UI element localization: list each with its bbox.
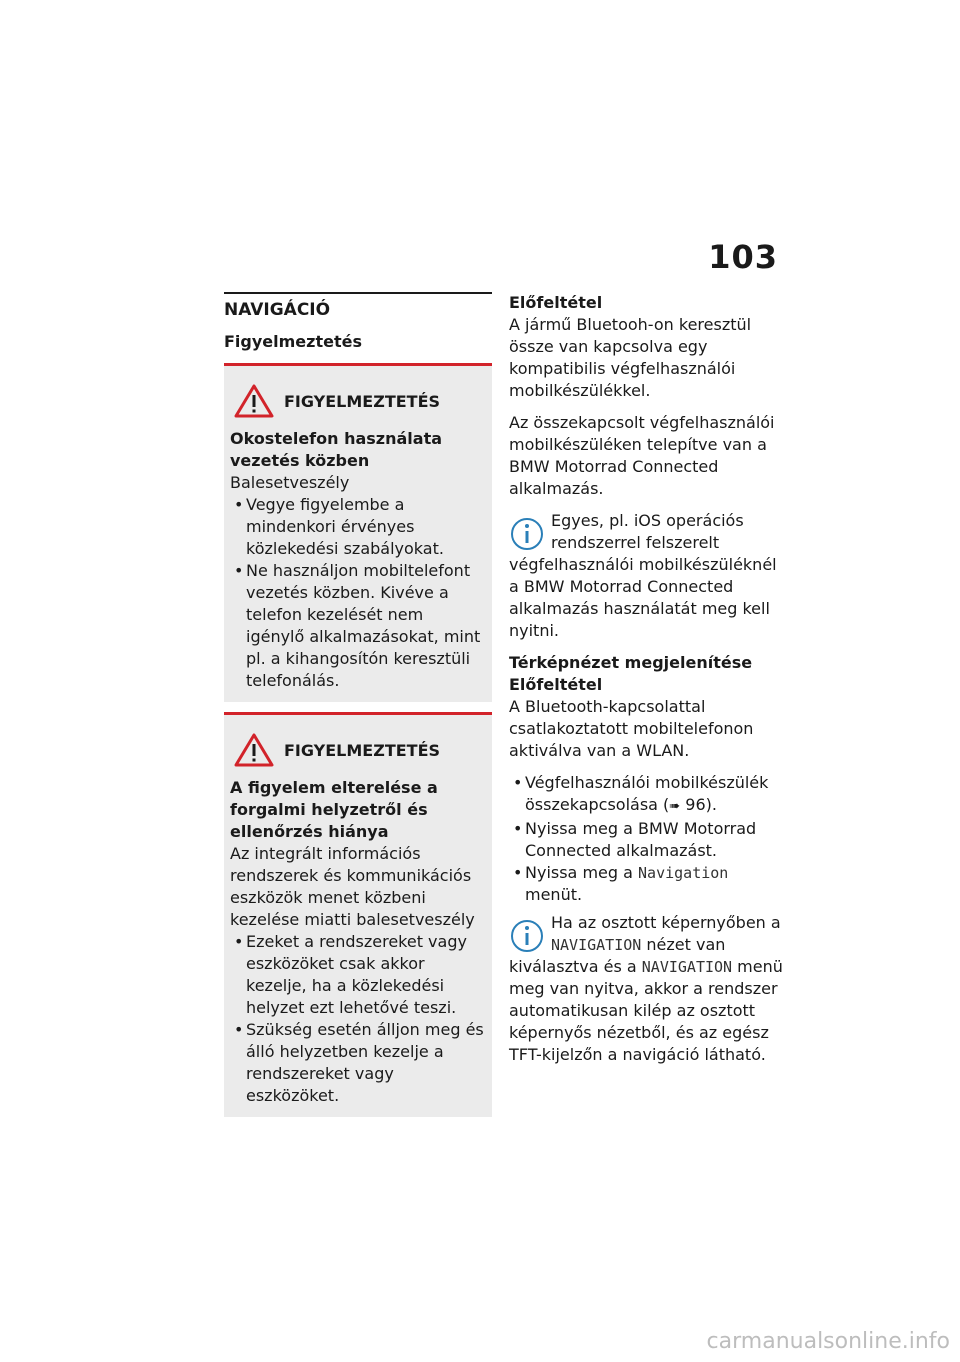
info-note-1 [509, 510, 784, 642]
page-reference-arrow-icon: ➠ [669, 799, 681, 814]
page-reference: 96). [680, 795, 717, 814]
sub-title: Figyelmeztetés [224, 332, 362, 351]
menu-name: NAVIGATION [641, 958, 733, 976]
warning-box-1 [224, 363, 492, 702]
warning-bullet: • Szükség esetén álljon meg és álló helyzetben kezelje a rendszereket vagy eszközöket. [230, 1019, 486, 1107]
watermark: carmanualsonline.info [706, 1329, 950, 1354]
left-column [224, 292, 492, 1127]
warning-risk: Balesetveszély [230, 473, 350, 492]
info-icon [509, 916, 545, 956]
info-icon [509, 514, 545, 554]
info-text: Egyes, pl. iOS operációs rendszerrel felszerelt végfelhasználói mobilkészüléknél a BMW Motorrad Connected alkalmazás használatát meg kell nyitni. [509, 511, 777, 640]
prerequisite-title: Előfeltétel [509, 675, 603, 694]
warning-label: FIGYELMEZTETÉS [284, 740, 441, 760]
warning-heading: A figyelem elterelése a forgalmi helyzetről és ellenőrzés hiánya [230, 778, 438, 841]
warning-triangle-icon [234, 733, 274, 767]
section-title: NAVIGÁCIÓ [224, 292, 492, 320]
menu-name: Navigation [638, 864, 729, 882]
prerequisite-text: A jármű Bluetooh-on keresztül össze van kapcsolva egy kompatibilis végfelhasználói mobilkészülékkel. [509, 315, 752, 400]
right-column [509, 292, 784, 1076]
paragraph: Az összekapcsolt végfelhasználói mobilkészüléken telepítve van a BMW Motorrad Connected alkalmazás. [509, 413, 775, 498]
step-item [509, 772, 784, 818]
step-text: Végfelhasználói mobilkészülék összekapcsolása ( [525, 773, 769, 814]
prerequisite-title: Előfeltétel [509, 293, 603, 312]
warning-risk: Az integrált információs rendszerek és kommunikációs eszközök menet közbeni kezelése miatti balesetveszély [230, 844, 475, 929]
view-name: NAVIGATION [551, 936, 642, 954]
step-item: • Nyissa meg a BMW Motorrad Connected alkalmazást. [509, 818, 784, 862]
warning-box-2 [224, 712, 492, 1117]
warning-heading: Okostelefon használata vezetés közben [230, 429, 443, 470]
page-number: 103 [708, 238, 778, 276]
map-view-title: Térképnézet megjelenítése [509, 653, 753, 672]
step-item: • Nyissa meg a Navigation menüt. [509, 862, 784, 906]
warning-bullet: • Vegye figyelembe a mindenkori érvényes közlekedési szabályokat. [230, 494, 486, 560]
warning-triangle-icon [234, 384, 274, 418]
prerequisite-text: A Bluetooth-kapcsolattal csatlakoztatott mobiltelefonon aktiválva van a WLAN. [509, 697, 754, 760]
warning-bullet: • Ne használjon mobiltelefont vezetés közben. Kivéve a telefon kezelését nem igénylő alkalmazásokat, mint pl. a kihangosítón keresztüli telefonálás. [230, 560, 486, 692]
info-note-2: Ha az osztott képernyőben a NAVIGATION nézet van kiválasztva és a NAVIGATION menü meg van nyitva, akkor a rendszer automatikusan kilép az osztott képernyős nézetből, és az egész TFT-kijelzőn a navigáció látható. [509, 913, 783, 1064]
warning-label: FIGYELMEZTETÉS [284, 391, 441, 411]
warning-bullet: • Ezeket a rendszereket vagy eszközöket csak akkor kezelje, ha a közlekedési helyzet ezt lehetővé teszi. [230, 931, 486, 1019]
